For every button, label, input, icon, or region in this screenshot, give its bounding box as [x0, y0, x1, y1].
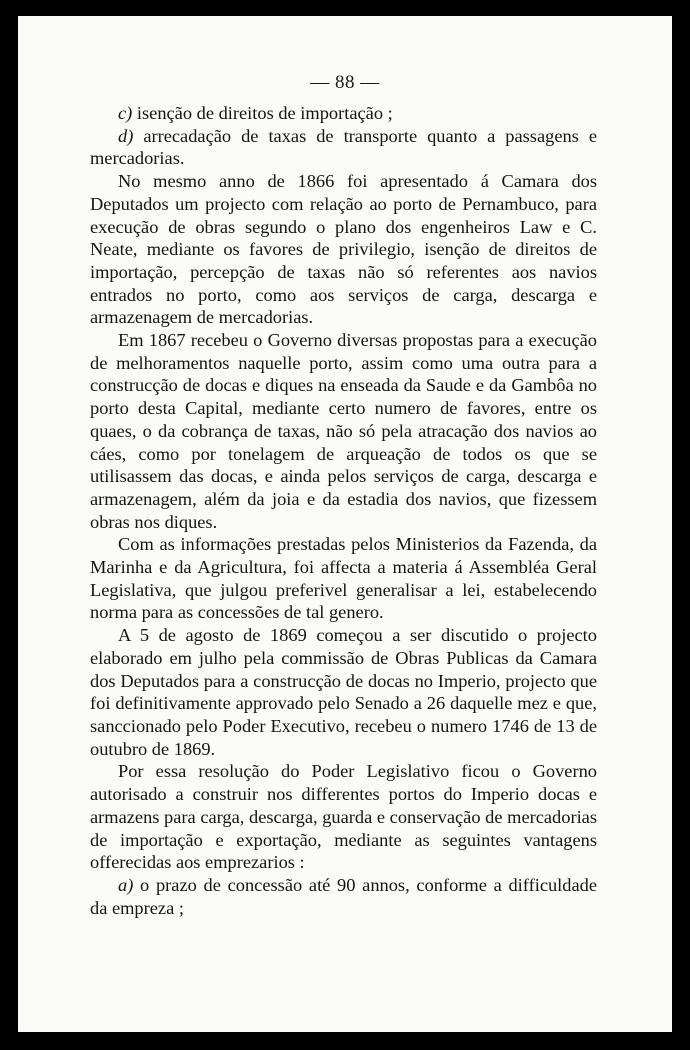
- paragraph-text: Em 1867 recebeu o Governo diversas propostas para a execução de melhoramentos naquelle porto, assim como uma outra para a construcção de docas e diques na enseada da Saude e da Gambôa no porto desta Capital, mediante certo numero de favores, entre os quaes, o da cobrança de taxas, não só pela atracação dos navios ao cáes, como por tonelagem de arqueação de todos os que se utilisassem das docas, e ainda pelos serviços de carga, descarga e armazenagem, além da joia e da estadia dos navios, que fizessem obras nos diques.: [90, 330, 597, 532]
- paragraph-text: Por essa resolução do Poder Legislativo ficou o Governo autorisado a construir nos differentes portos do Imperio docas e armazens para carga, descarga, guarda e conservação de mercadorias de importação e exportação, mediante as seguintes vantagens offerecidas aos emprezarios :: [90, 761, 597, 873]
- book-page: [18, 16, 672, 1032]
- paragraph-item-c: [90, 102, 597, 125]
- paragraph-text: isenção de direitos de importação ;: [132, 103, 393, 123]
- page-body: [90, 102, 597, 919]
- paragraph-1867: [90, 329, 597, 533]
- list-letter: c): [118, 103, 133, 123]
- paragraph-text: A 5 de agosto de 1869 começou a ser discutido o projecto elaborado em julho pela commissão de Obras Publicas da Camara dos Deputados para a construcção de docas no Imperio, projecto que foi definitivamente approvado pelo Senado a 26 daquelle mez e que, sanccionado pelo Poder Executivo, recebeu o numero 1746 de 13 de outubro de 1869.: [90, 625, 597, 759]
- paragraph-text: arrecadação de taxas de transporte quanto a passagens e mercadorias.: [90, 125, 597, 169]
- paragraph-ministerios: [90, 533, 597, 624]
- list-letter: d): [118, 125, 134, 146]
- paragraph-text: o prazo de concessão até 90 annos, conforme a difficuldade da empreza ;: [90, 874, 597, 918]
- paragraph-text: Com as informações prestadas pelos Ministerios da Fazenda, da Marinha e da Agricultura, foi affecta a materia á Assembléa Geral Legislativa, que julgou preferivel generalisar a lei, estabelecendo norma para as concessões de tal genero.: [90, 534, 597, 623]
- paragraph-item-a: [90, 874, 597, 919]
- paragraph-resolucao: [90, 760, 597, 874]
- list-letter: a): [118, 874, 134, 895]
- paragraph-1869: [90, 624, 597, 760]
- paragraph-text: No mesmo anno de 1866 foi apresentado á Camara dos Deputados um projecto com relação ao porto de Pernambuco, para execução de obras segundo o plano dos engenheiros Law e C. Neate, mediante os favores de privilegio, isenção de direitos de importação, percepção de taxas não só referentes aos navios entrados no porto, como aos serviços de carga, descarga e armazenagem de mercadorias.: [90, 171, 597, 328]
- paragraph-1866: [90, 170, 597, 329]
- page-number: — 88 —: [310, 72, 380, 93]
- paragraph-item-d: [90, 125, 597, 170]
